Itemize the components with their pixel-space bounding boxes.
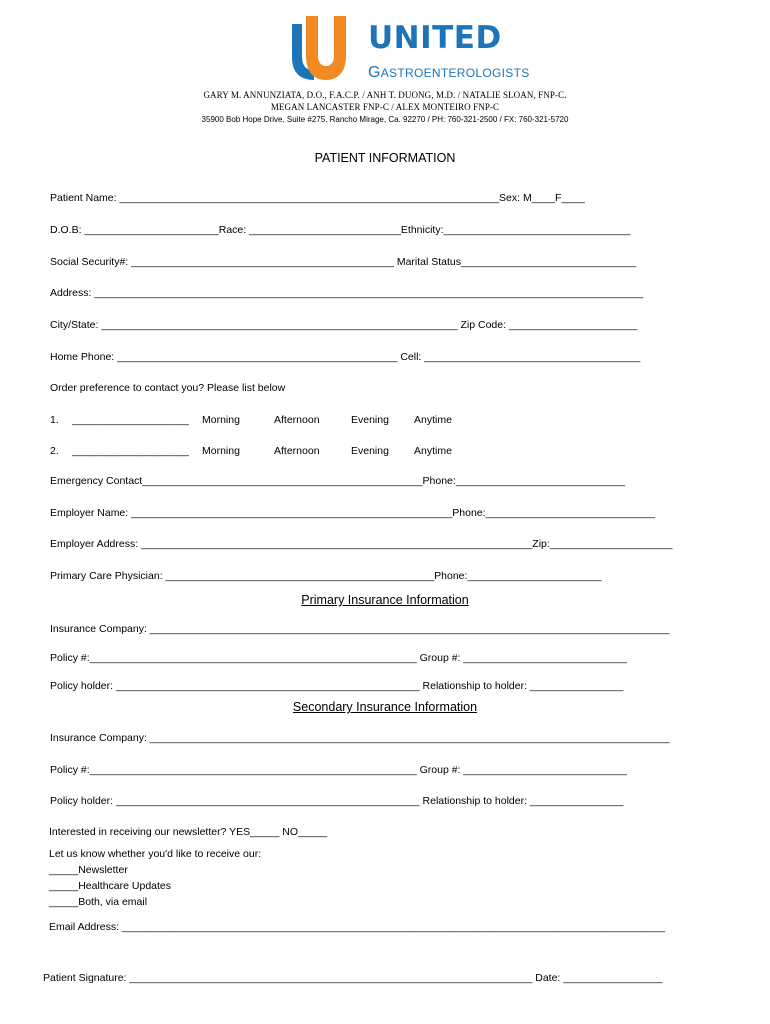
doctors-line-1: GARY M. ANNUNZIATA, D.O., F.A.C.P. / ANH T. DUONG, M.D. / NATALIE SLOAN, FNP-C. (203, 90, 567, 100)
logo-name: UNITED (368, 20, 502, 56)
practice-address: 35900 Bob Hope Drive, Suite #275. Rancho Mirage, Ca. 92270 / PH: 760-321-2500 / FX: 760-321-5720 (201, 115, 569, 124)
pref-row-2-evening[interactable]: Evening (351, 445, 389, 457)
pref-row-1-number: 1. (50, 414, 59, 426)
emergency-contact-field[interactable]: Emergency Contact________________________________________________Phone:_____________________________ (50, 475, 626, 487)
united-u-logo-icon (278, 14, 350, 82)
employer-address-field[interactable]: Employer Address: ___________________________________________________________________Zip:_____________________ (50, 538, 673, 550)
phone-cell-field[interactable]: Home Phone: ________________________________________________ Cell: _____________________________________ (50, 351, 641, 363)
pref-row-1-afternoon[interactable]: Afternoon (274, 414, 320, 426)
pref-row-2-afternoon[interactable]: Afternoon (274, 445, 320, 457)
secondary-insurance-title: Secondary Insurance Information (292, 700, 478, 714)
patient-name-field[interactable]: Patient Name: _________________________________________________________________Sex: M____F____ (50, 192, 585, 204)
logo-subtitle: GASTROENTEROLOGISTS (368, 64, 530, 81)
email-address-field[interactable]: Email Address: _____________________________________________________________________________________________ (49, 921, 666, 933)
address-field[interactable]: Address: ______________________________________________________________________________________________ (50, 287, 644, 299)
dob-race-ethnicity-field[interactable]: D.O.B: _______________________Race: __________________________Ethnicity:________________________________ (50, 224, 631, 236)
employer-name-field[interactable]: Employer Name: _______________________________________________________Phone:_____________________________ (50, 507, 655, 519)
doctors-line-2: MEGAN LANCASTER FNP-C / ALEX MONTEIRO FNP-C (270, 102, 500, 112)
logo (278, 14, 530, 82)
pref-row-2-morning[interactable]: Morning (202, 445, 240, 457)
pref-row-1-morning[interactable]: Morning (202, 414, 240, 426)
page-title: PATIENT INFORMATION (314, 151, 456, 165)
newsletter-question[interactable]: Interested in receiving our newsletter? YES_____ NO_____ (49, 826, 328, 838)
primary-care-physician-field[interactable]: Primary Care Physician: ______________________________________________Phone:_______________________ (50, 570, 602, 582)
primary-insurance-title: Primary Insurance Information (301, 593, 469, 607)
primary-insurance-company-field[interactable]: Insurance Company: _________________________________________________________________________________________ (50, 623, 670, 635)
primary-policy-holder-field[interactable]: Policy holder: ____________________________________________________ Relationship to holder: ________________ (50, 680, 624, 692)
pref-row-2-blank[interactable]: ____________________ (72, 445, 189, 457)
patient-signature-field[interactable]: Patient Signature: _____________________________________________________________________ Date: _________________ (43, 972, 663, 984)
pref-row-2-number: 2. (50, 445, 59, 457)
pref-row-2-anytime[interactable]: Anytime (414, 445, 452, 457)
contact-preference-label: Order preference to contact you? Please list below (50, 382, 286, 394)
receive-option-healthcare-updates[interactable]: _____Healthcare Updates (49, 880, 172, 892)
receive-question: Let us know whether you'd like to receive our: (49, 848, 262, 860)
primary-policy-group-field[interactable]: Policy #:________________________________________________________ Group #: ____________________________ (50, 652, 627, 664)
pref-row-1-anytime[interactable]: Anytime (414, 414, 452, 426)
pref-row-1-evening[interactable]: Evening (351, 414, 389, 426)
receive-option-both-email[interactable]: _____Both, via email (49, 896, 148, 908)
receive-option-newsletter[interactable]: _____Newsletter (49, 864, 128, 876)
pref-row-1-blank[interactable]: ____________________ (72, 414, 189, 426)
secondary-policy-group-field[interactable]: Policy #:________________________________________________________ Group #: ____________________________ (50, 764, 627, 776)
secondary-policy-holder-field[interactable]: Policy holder: ____________________________________________________ Relationship to holder: ________________ (50, 795, 624, 807)
ssn-marital-field[interactable]: Social Security#: _____________________________________________ Marital Status______________________________ (50, 256, 637, 268)
city-zip-field[interactable]: City/State: _____________________________________________________________ Zip Code: ______________________ (50, 319, 638, 331)
secondary-insurance-company-field[interactable]: Insurance Company: _________________________________________________________________________________________ (50, 732, 670, 744)
